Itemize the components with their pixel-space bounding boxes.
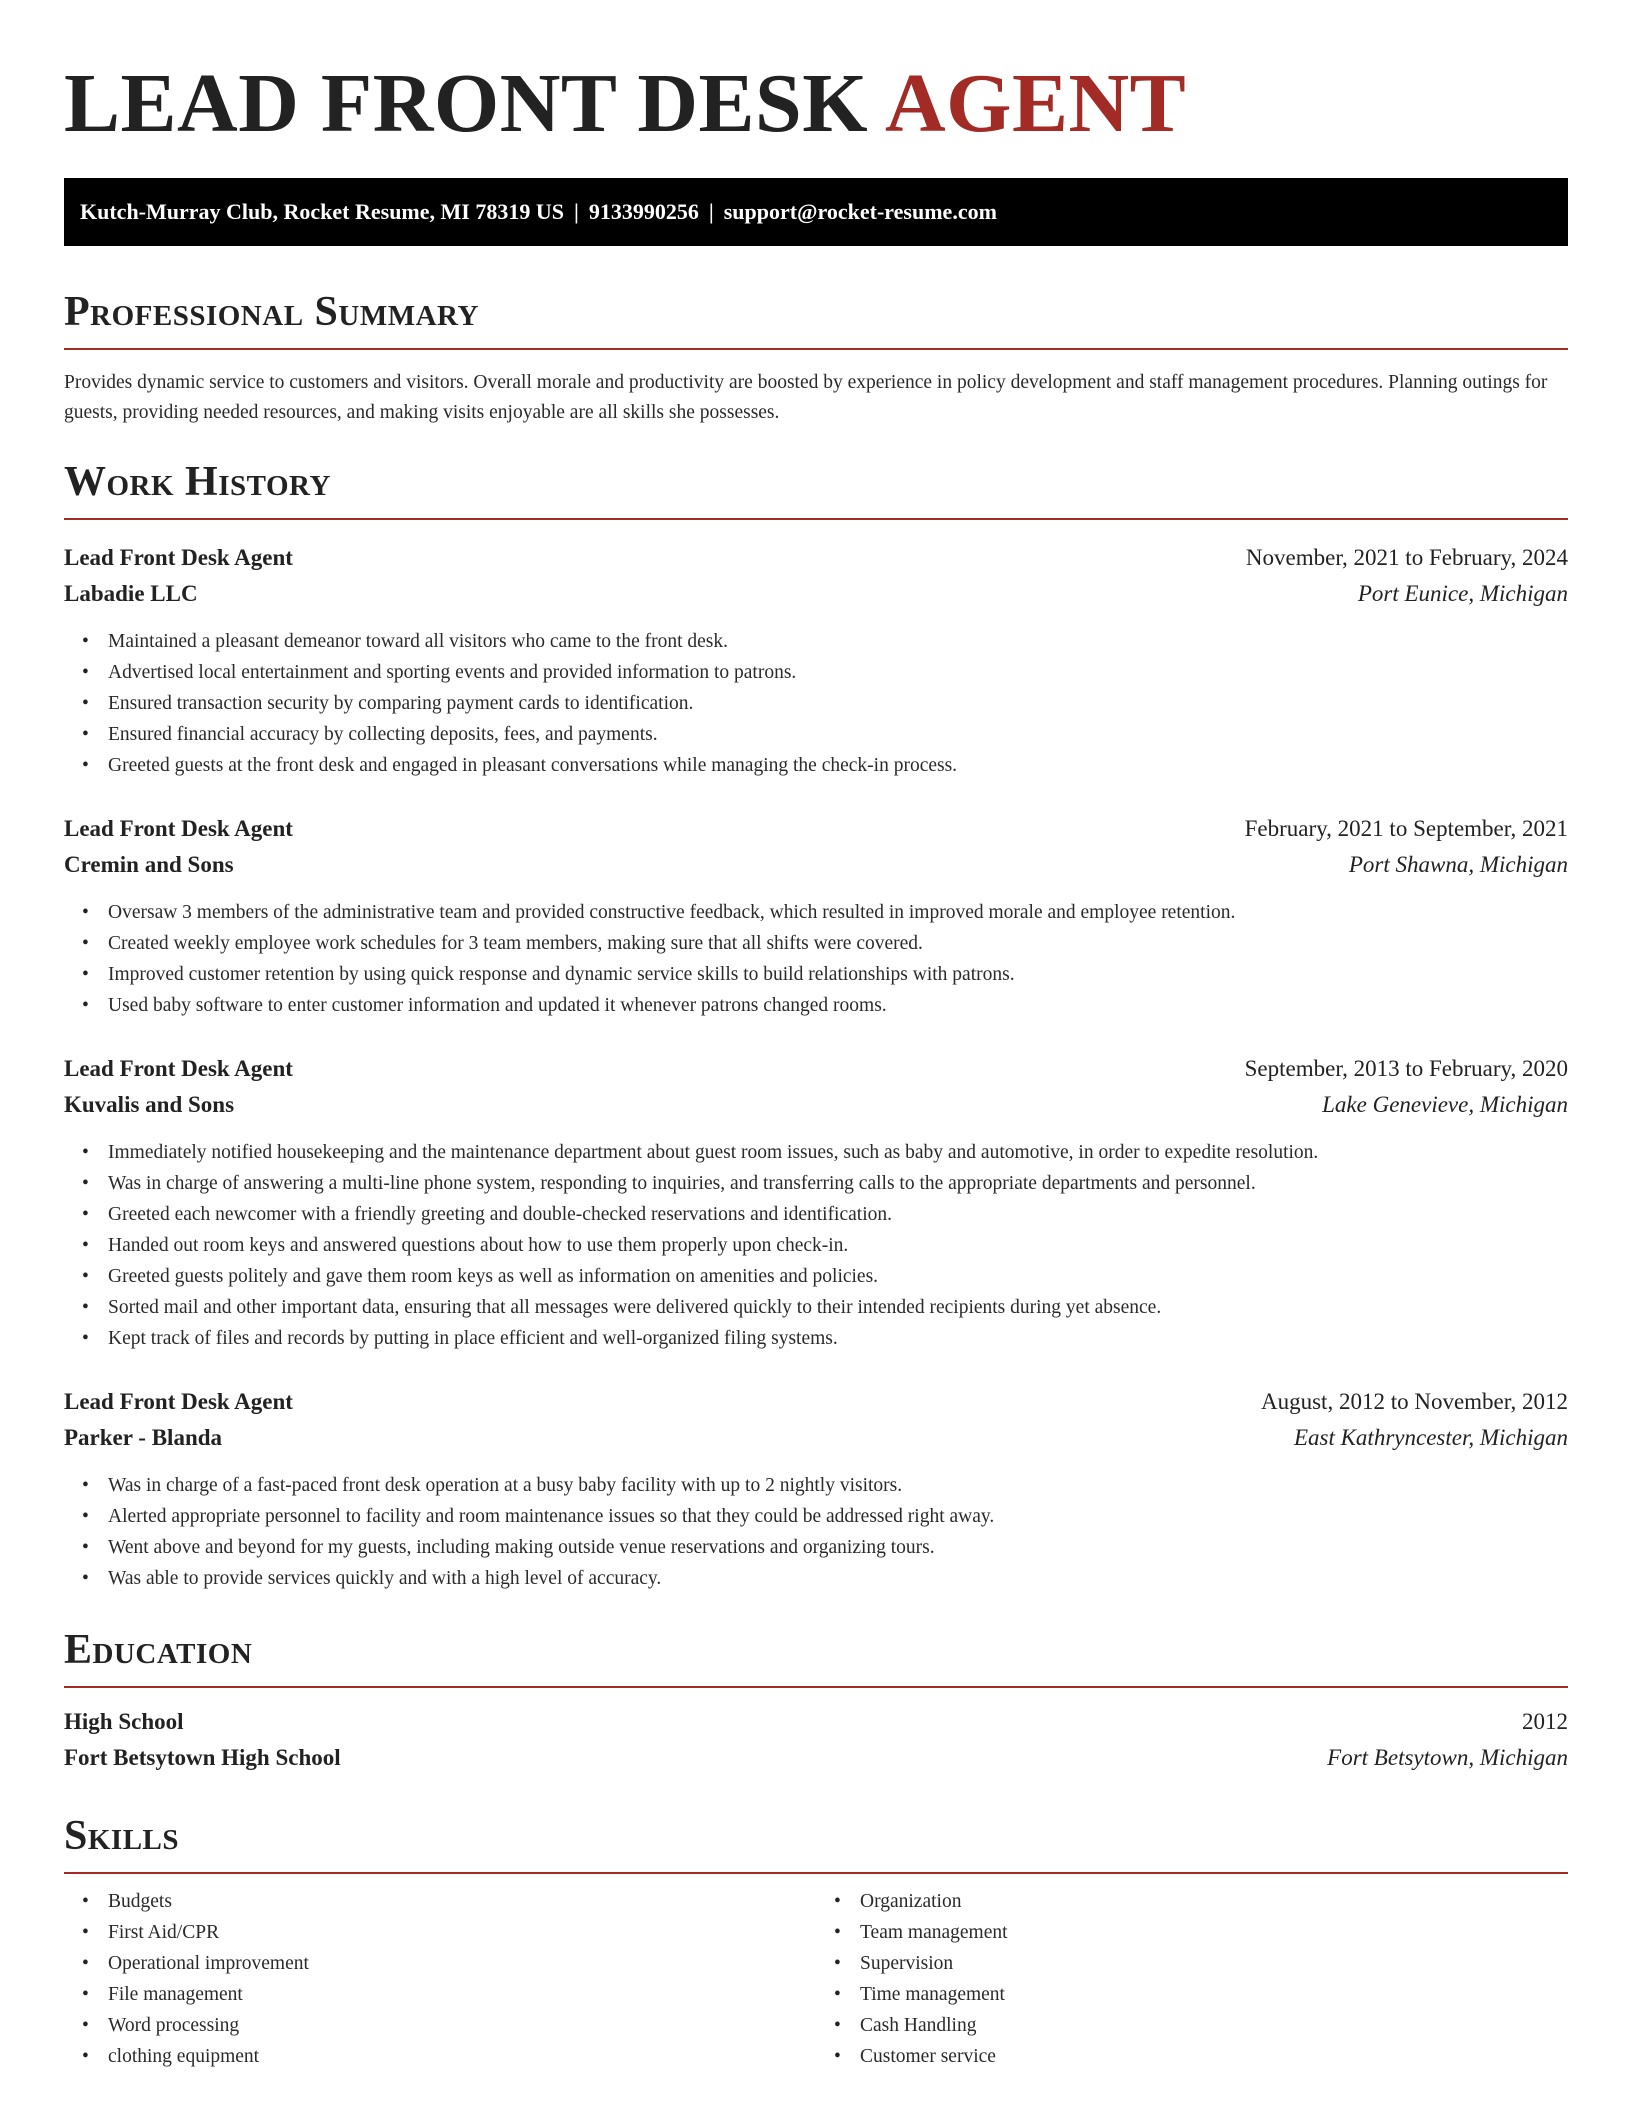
job-entry [64,1384,1568,1594]
job-bullet: • Handed out room keys and answered questions about how to use them properly upon check-in. [108,1230,1568,1261]
job-entry [64,540,1568,781]
job-bullet: • Immediately notified housekeeping and the maintenance department about guest room issues, such as baby and automotive, in order to expedite resolution. [108,1137,1568,1168]
job-bullet: • Greeted guests at the front desk and engaged in pleasant conversations while managing the check-in process. [108,750,1568,781]
skill-item: • Organization [860,1886,1568,1917]
education-location: Fort Betsytown, Michigan [1327,1745,1568,1770]
job-bullet: • Used baby software to enter customer information and updated it whenever patrons changed rooms. [108,990,1568,1021]
job-dates: November, 2021 to February, 2024 [1245,545,1568,570]
job-bullet: • Improved customer retention by using quick response and dynamic service skills to build relationships with patrons. [108,959,1568,990]
job-bullet: • Alerted appropriate personnel to facility and room maintenance issues so that they could be addressed right away. [108,1501,1568,1532]
contact-bar [64,178,1568,246]
job-entry [64,811,1568,1021]
skill-item: • Supervision [860,1948,1568,1979]
job-location: East Kathryncester, Michigan [1293,1425,1568,1450]
job-company: Labadie LLC [64,581,198,606]
job-bullet: • Went above and beyond for my guests, including making outside venue reservations and organizing tours. [108,1532,1568,1563]
job-location: Port Eunice, Michigan [1357,581,1568,606]
job-bullet: • Maintained a pleasant demeanor toward all visitors who came to the front desk. [108,626,1568,657]
job-dates: February, 2021 to September, 2021 [1244,816,1568,841]
job-bullets [64,1137,1568,1354]
job-entry [64,1051,1568,1354]
job-location: Port Shawna, Michigan [1348,852,1568,877]
skill-item: • Operational improvement [108,1948,816,1979]
job-bullets [64,897,1568,1021]
job-bullet: • Greeted guests politely and gave them room keys as well as information on amenities and policies. [108,1261,1568,1292]
job-bullet: • Was in charge of a fast-paced front desk operation at a busy baby facility with up to 2 nightly visitors. [108,1470,1568,1501]
name-accent: AGENT [884,57,1187,150]
job-role: Lead Front Desk Agent [64,816,293,841]
job-company: Parker - Blanda [64,1425,223,1450]
job-bullets [64,626,1568,781]
job-bullet: • Oversaw 3 members of the administrative team and provided constructive feedback, which resulted in improved morale and employee retention. [108,897,1568,928]
job-company: Cremin and Sons [64,852,234,877]
contact-phone: 9133990256 [588,199,699,224]
job-bullet: • Kept track of files and records by putting in place efficient and well-organized filing systems. [108,1323,1568,1354]
job-bullet: • Greeted each newcomer with a friendly greeting and double-checked reservations and identification. [108,1199,1568,1230]
skill-item: • Cash Handling [860,2010,1568,2041]
education-year: 2012 [1522,1709,1568,1734]
skills-heading: Skills [64,1810,1568,1874]
education-heading: Education [64,1624,1568,1688]
skill-item: • clothing equipment [108,2041,816,2072]
skills-list [64,1886,1568,2072]
job-role: Lead Front Desk Agent [64,545,293,570]
job-bullet: • Was in charge of answering a multi-line phone system, responding to inquiries, and transferring calls to the appropriate departments and personnel. [108,1168,1568,1199]
job-bullet: • Sorted mail and other important data, ensuring that all messages were delivered quickly to their intended recipients during yet absence. [108,1292,1568,1323]
name-main: LEAD FRONT DESK [64,57,869,150]
summary-text: Provides dynamic service to customers and visitors. Overall morale and productivity are boosted by experience in policy development and staff management procedures. Planning outings for guests, providing needed resources, and making visits enjoyable are all skills she possesses. [64,372,1548,423]
job-bullet: • Was able to provide services quickly and with a high level of accuracy. [108,1563,1568,1594]
skill-item: • First Aid/CPR [108,1917,816,1948]
job-location: Lake Genevieve, Michigan [1322,1092,1568,1117]
job-bullets [64,1470,1568,1594]
job-bullet: • Created weekly employee work schedules for 3 team members, making sure that all shifts were covered. [108,928,1568,959]
summary-heading: Professional Summary [64,286,1568,350]
job-bullet: • Ensured financial accuracy by collecting deposits, fees, and payments. [108,719,1568,750]
job-dates: September, 2013 to February, 2020 [1244,1056,1568,1081]
work-history-heading: Work History [64,456,1568,520]
job-role: Lead Front Desk Agent [64,1056,293,1081]
skill-item: • Customer service [860,2041,1568,2072]
education-school: Fort Betsytown High School [64,1745,341,1770]
skills-column-left [64,1886,816,2072]
resume-name [64,0,1568,150]
contact-address: Kutch-Murray Club, Rocket Resume, MI 78319 US [80,199,564,224]
contact-email: support@rocket-resume.com [723,199,997,224]
education-entry [64,1704,1568,1776]
job-company: Kuvalis and Sons [64,1092,235,1117]
job-role: Lead Front Desk Agent [64,1389,293,1414]
skill-item: • Budgets [108,1886,816,1917]
skills-column-right [816,1886,1568,2072]
skill-item: • Team management [860,1917,1568,1948]
job-dates: August, 2012 to November, 2012 [1261,1389,1568,1414]
contact-separator: | [573,199,579,224]
skill-item: • Word processing [108,2010,816,2041]
job-bullet: • Advertised local entertainment and sporting events and provided information to patrons. [108,657,1568,688]
job-bullet: • Ensured transaction security by comparing payment cards to identification. [108,688,1568,719]
skill-item: • File management [108,1979,816,2010]
skill-item: • Time management [860,1979,1568,2010]
education-degree: High School [64,1709,184,1734]
contact-separator: | [708,199,714,224]
